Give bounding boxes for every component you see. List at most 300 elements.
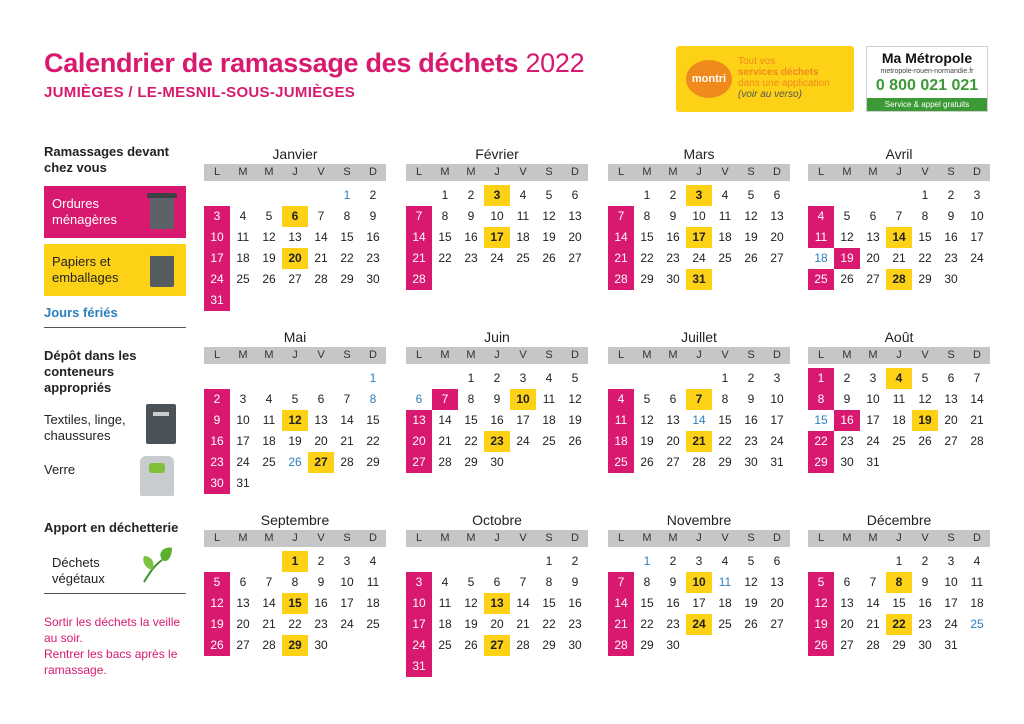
day-cell: 18 (366, 596, 380, 610)
day-cell: 11 (438, 596, 452, 610)
day-cell-papiers: 15 (282, 593, 308, 614)
day-cell: 12 (464, 596, 478, 610)
day-cell: 23 (464, 251, 478, 265)
day-cell: 30 (666, 638, 680, 652)
day-cell: 15 (892, 596, 906, 610)
day-cell-papiers: 24 (686, 614, 712, 635)
day-cell: 9 (369, 209, 377, 223)
day-cell: 22 (918, 251, 932, 265)
day-cell: 25 (438, 638, 452, 652)
empty-cell (660, 368, 686, 389)
day-cell-ordures: 7 (406, 206, 432, 227)
day-cell: 23 (314, 617, 328, 631)
day-cell: 13 (770, 575, 784, 589)
day-cell: 17 (970, 230, 984, 244)
day-cell: 15 (640, 596, 654, 610)
weekday-header: M (256, 347, 282, 364)
day-cell: 3 (773, 371, 781, 385)
metropole-box (866, 46, 988, 112)
weekday-header: V (912, 530, 938, 547)
month-days-grid (808, 530, 990, 656)
day-cell: 12 (568, 392, 582, 406)
day-cell: 27 (666, 455, 680, 469)
weekday-header: D (764, 347, 790, 364)
day-cell: 15 (464, 413, 478, 427)
day-cell: 6 (843, 575, 851, 589)
day-cell-ordures: 24 (204, 269, 230, 290)
day-cell-ordures: 14 (608, 227, 634, 248)
day-cell: 29 (892, 638, 906, 652)
glass-container-icon (140, 456, 174, 496)
day-cell-papiers: 21 (686, 431, 712, 452)
day-cell: 17 (770, 413, 784, 427)
day-cell: 28 (314, 272, 328, 286)
day-cell-ferie: 1 (343, 188, 351, 202)
day-cell: 28 (692, 455, 706, 469)
day-cell: 8 (343, 209, 351, 223)
day-cell-ordures: 4 (808, 206, 834, 227)
day-cell: 7 (317, 209, 325, 223)
weekday-header: D (964, 347, 990, 364)
weekday-header: J (282, 530, 308, 547)
day-cell: 16 (666, 596, 680, 610)
weekday-header: S (334, 347, 360, 364)
day-cell: 9 (843, 392, 851, 406)
day-cell: 19 (542, 230, 556, 244)
day-cell: 25 (718, 617, 732, 631)
day-cell: 3 (239, 392, 247, 406)
day-cell-ferie: 11 (718, 575, 732, 589)
weekday-header: J (686, 530, 712, 547)
day-cell-papiers: 20 (282, 248, 308, 269)
weekday-header: J (686, 347, 712, 364)
empty-cell (886, 185, 912, 206)
day-cell: 18 (718, 230, 732, 244)
day-cell: 14 (262, 596, 276, 610)
day-cell: 16 (944, 230, 958, 244)
day-cell: 8 (643, 209, 651, 223)
day-cell-ordures: 24 (406, 635, 432, 656)
empty-cell (334, 368, 360, 389)
empty-cell (458, 551, 484, 572)
day-cell: 31 (770, 455, 784, 469)
day-cell: 16 (568, 596, 582, 610)
day-cell: 6 (493, 575, 501, 589)
weekday-header: D (360, 530, 386, 547)
day-cell: 27 (944, 434, 958, 448)
day-cell: 26 (840, 272, 854, 286)
montri-line3: dans une application (738, 78, 830, 89)
day-cell: 8 (545, 575, 553, 589)
day-cell: 11 (718, 209, 732, 223)
day-cell-ordures: 26 (808, 635, 834, 656)
day-cell: 13 (568, 209, 582, 223)
day-cell: 25 (718, 251, 732, 265)
day-cell-ordures: 10 (204, 227, 230, 248)
weekday-header: M (834, 164, 860, 181)
day-cell: 28 (340, 455, 354, 469)
day-cell: 24 (340, 617, 354, 631)
day-cell: 5 (747, 554, 755, 568)
day-cell: 21 (516, 617, 530, 631)
month-calendar (808, 327, 990, 473)
day-cell: 3 (869, 371, 877, 385)
day-cell-ordures: 11 (608, 410, 634, 431)
day-cell: 27 (866, 272, 880, 286)
day-cell: 20 (666, 434, 680, 448)
day-cell-ferie: 18 (814, 251, 828, 265)
month-name: Mars (683, 146, 715, 162)
month-days-grid (406, 164, 588, 290)
weekday-header: V (308, 164, 334, 181)
day-cell: 10 (692, 209, 706, 223)
day-cell-ordures: 21 (406, 248, 432, 269)
weekday-header: M (634, 530, 660, 547)
day-cell-ordures: 7 (608, 206, 634, 227)
weekday-header: M (834, 347, 860, 364)
day-cell-ferie: 15 (814, 413, 828, 427)
day-cell: 5 (265, 209, 273, 223)
day-cell: 14 (866, 596, 880, 610)
day-cell: 24 (236, 455, 250, 469)
day-cell-ordures: 21 (608, 248, 634, 269)
empty-cell (860, 551, 886, 572)
day-cell-ferie: 6 (415, 392, 423, 406)
day-cell: 22 (366, 434, 380, 448)
day-cell: 1 (441, 188, 449, 202)
day-cell-ordures: 31 (406, 656, 432, 677)
weekday-header: L (808, 530, 834, 547)
day-cell: 1 (545, 554, 553, 568)
month-name: Décembre (866, 512, 932, 528)
day-cell: 6 (773, 554, 781, 568)
month-days-grid (608, 347, 790, 473)
day-cell-ordures: 25 (608, 452, 634, 473)
day-cell: 31 (866, 455, 880, 469)
weekday-header: V (308, 347, 334, 364)
empty-cell (808, 551, 834, 572)
day-cell: 22 (640, 617, 654, 631)
empty-cell (634, 368, 660, 389)
empty-cell (282, 185, 308, 206)
day-cell: 7 (869, 575, 877, 589)
day-cell: 15 (438, 230, 452, 244)
day-cell: 16 (490, 413, 504, 427)
day-cell: 2 (317, 554, 325, 568)
day-cell-ordures: 19 (808, 614, 834, 635)
empty-cell (308, 368, 334, 389)
day-cell: 26 (744, 251, 758, 265)
day-cell: 30 (366, 272, 380, 286)
day-cell-papiers: 17 (686, 227, 712, 248)
day-cell: 9 (669, 209, 677, 223)
weekday-header: S (738, 347, 764, 364)
day-cell-ordures: 13 (406, 410, 432, 431)
day-cell-ordures: 16 (834, 410, 860, 431)
day-cell-ordures: 28 (406, 269, 432, 290)
empty-cell (834, 185, 860, 206)
day-cell: 31 (944, 638, 958, 652)
weekday-header: V (912, 164, 938, 181)
weekday-header: J (886, 347, 912, 364)
legend-section-collection: Ramassages devant chez vous (44, 144, 170, 175)
day-cell-papiers: 14 (886, 227, 912, 248)
day-cell: 8 (643, 575, 651, 589)
month-name: Février (475, 146, 519, 162)
day-cell: 6 (773, 188, 781, 202)
day-cell: 17 (340, 596, 354, 610)
day-cell: 20 (568, 230, 582, 244)
weekday-header: V (510, 347, 536, 364)
day-cell: 17 (516, 413, 530, 427)
day-cell-ordures: 12 (808, 593, 834, 614)
day-cell: 23 (944, 251, 958, 265)
day-cell: 26 (640, 455, 654, 469)
day-cell: 24 (692, 251, 706, 265)
legend-verre: Verre (44, 462, 76, 477)
day-cell: 17 (866, 413, 880, 427)
day-cell-ordures: 7 (608, 572, 634, 593)
legend-section-containers: Dépôt dans les conteneurs appropriés (44, 348, 137, 395)
day-cell: 4 (721, 188, 729, 202)
empty-cell (686, 368, 712, 389)
day-cell: 21 (866, 617, 880, 631)
day-cell-ordures: 4 (608, 389, 634, 410)
day-cell-papiers: 22 (886, 614, 912, 635)
day-cell: 8 (721, 392, 729, 406)
weekday-header: D (964, 164, 990, 181)
day-cell: 15 (918, 230, 932, 244)
day-cell-ordures: 17 (204, 248, 230, 269)
month-name: Juin (484, 329, 510, 345)
month-days-grid (406, 530, 588, 677)
day-cell-ordures: 23 (204, 452, 230, 473)
day-cell: 18 (970, 596, 984, 610)
day-cell: 16 (464, 230, 478, 244)
day-cell: 30 (568, 638, 582, 652)
weekday-header: L (204, 164, 230, 181)
day-cell: 5 (571, 371, 579, 385)
day-cell: 19 (568, 413, 582, 427)
day-cell: 7 (265, 575, 273, 589)
month-days-grid (204, 347, 386, 494)
day-cell: 3 (519, 371, 527, 385)
month-name: Janvier (272, 146, 318, 162)
month-calendar (204, 327, 386, 494)
weekday-header: J (484, 530, 510, 547)
weekday-header: M (860, 347, 886, 364)
weekday-header: J (686, 164, 712, 181)
day-cell-ordures: 19 (834, 248, 860, 269)
day-cell: 26 (464, 638, 478, 652)
weekday-header: L (204, 530, 230, 547)
weekday-header: S (536, 347, 562, 364)
weekday-header: L (808, 164, 834, 181)
day-cell: 4 (545, 371, 553, 385)
day-cell: 17 (236, 434, 250, 448)
day-cell: 13 (666, 413, 680, 427)
day-cell: 30 (918, 638, 932, 652)
day-cell: 29 (464, 455, 478, 469)
day-cell-ordures: 29 (808, 452, 834, 473)
weekday-header: V (510, 530, 536, 547)
day-cell: 19 (262, 251, 276, 265)
day-cell: 2 (669, 554, 677, 568)
day-cell: 24 (944, 617, 958, 631)
day-cell: 9 (571, 575, 579, 589)
day-cell: 22 (718, 434, 732, 448)
empty-cell (256, 185, 282, 206)
weekday-header: D (964, 530, 990, 547)
weekday-header: D (562, 530, 588, 547)
month-name: Septembre (260, 512, 330, 528)
day-cell: 12 (918, 392, 932, 406)
day-cell: 16 (666, 230, 680, 244)
day-cell: 10 (340, 575, 354, 589)
day-cell-ordures: 28 (608, 635, 634, 656)
title-text: Calendrier de ramassage des déchets (44, 48, 519, 78)
weekday-header: M (634, 164, 660, 181)
metropole-url: metropole-rouen-normandie.fr (880, 68, 974, 75)
day-cell: 19 (288, 434, 302, 448)
weekday-header: S (938, 530, 964, 547)
day-cell: 15 (640, 230, 654, 244)
day-cell: 2 (947, 188, 955, 202)
day-cell: 24 (490, 251, 504, 265)
day-cell-papiers: 23 (484, 431, 510, 452)
day-cell-ferie: 25 (970, 617, 984, 631)
month-name: Juillet (681, 329, 717, 345)
day-cell: 12 (744, 209, 758, 223)
day-cell: 2 (467, 188, 475, 202)
empty-cell (432, 368, 458, 389)
weekday-header: L (608, 347, 634, 364)
day-cell: 26 (918, 434, 932, 448)
month-name: Avril (885, 146, 913, 162)
day-cell: 18 (542, 413, 556, 427)
weekday-header: S (334, 164, 360, 181)
day-cell: 5 (643, 392, 651, 406)
weekday-header: D (360, 164, 386, 181)
day-cell-ordures: 28 (608, 269, 634, 290)
empty-cell (406, 368, 432, 389)
weekday-header: D (562, 347, 588, 364)
day-cell: 22 (640, 251, 654, 265)
month-days-grid (406, 347, 588, 473)
day-cell-papiers: 8 (886, 572, 912, 593)
empty-cell (860, 185, 886, 206)
day-cell: 27 (770, 251, 784, 265)
day-cell: 27 (236, 638, 250, 652)
legend-ordures (44, 186, 186, 238)
day-cell: 19 (464, 617, 478, 631)
day-cell: 20 (840, 617, 854, 631)
metropole-badge: Service & appel gratuits (867, 98, 987, 111)
day-cell: 11 (516, 209, 530, 223)
day-cell: 18 (262, 434, 276, 448)
textile-container-icon (146, 404, 176, 444)
day-cell: 25 (542, 434, 556, 448)
day-cell: 12 (262, 230, 276, 244)
weekday-header: V (712, 530, 738, 547)
day-cell-papiers: 28 (886, 269, 912, 290)
day-cell-papiers: 1 (282, 551, 308, 572)
month-days-grid (808, 347, 990, 473)
day-cell-ordures: 8 (808, 389, 834, 410)
day-cell: 18 (892, 413, 906, 427)
day-cell: 30 (944, 272, 958, 286)
day-cell: 29 (366, 455, 380, 469)
legend-vegetaux: Déchets végétaux (52, 555, 105, 586)
day-cell: 1 (921, 188, 929, 202)
day-cell: 30 (744, 455, 758, 469)
day-cell: 14 (340, 413, 354, 427)
day-cell: 5 (921, 371, 929, 385)
day-cell: 19 (744, 230, 758, 244)
day-cell: 14 (516, 596, 530, 610)
legend-ordures-label: Ordures ménagères (52, 196, 118, 227)
weekday-header: M (458, 530, 484, 547)
day-cell-ordures: 20 (406, 431, 432, 452)
montri-line1: Tout vos (738, 56, 776, 67)
day-cell: 31 (236, 476, 250, 490)
day-cell: 3 (947, 554, 955, 568)
day-cell: 19 (640, 434, 654, 448)
weekday-header: D (764, 164, 790, 181)
day-cell: 16 (744, 413, 758, 427)
day-cell-papiers: 17 (484, 227, 510, 248)
month-calendar (406, 510, 588, 677)
day-cell: 17 (944, 596, 958, 610)
day-cell: 11 (542, 392, 556, 406)
weekday-header: S (938, 347, 964, 364)
day-cell: 6 (317, 392, 325, 406)
day-cell: 28 (516, 638, 530, 652)
day-cell: 26 (568, 434, 582, 448)
weekday-header: L (608, 530, 634, 547)
day-cell: 25 (236, 272, 250, 286)
day-cell-ordures: 14 (406, 227, 432, 248)
page-title (44, 48, 584, 79)
day-cell: 24 (770, 434, 784, 448)
note-rentrer: Rentrer les bacs après le ramassage. (44, 647, 178, 677)
weekday-header: M (432, 347, 458, 364)
day-cell: 25 (366, 617, 380, 631)
day-cell: 28 (438, 455, 452, 469)
day-cell: 29 (542, 638, 556, 652)
day-cell-ordures: 26 (204, 635, 230, 656)
month-days-grid (204, 164, 386, 311)
day-cell-ordures: 7 (432, 389, 458, 410)
day-cell: 11 (970, 575, 984, 589)
weekday-header: V (912, 347, 938, 364)
day-cell: 26 (744, 617, 758, 631)
empty-cell (230, 185, 256, 206)
day-cell-ordures: 19 (204, 614, 230, 635)
weekday-header: V (712, 164, 738, 181)
day-cell: 23 (918, 617, 932, 631)
day-cell: 15 (366, 413, 380, 427)
day-cell: 23 (666, 617, 680, 631)
weekday-header: M (230, 347, 256, 364)
day-cell: 28 (262, 638, 276, 652)
day-cell: 3 (343, 554, 351, 568)
weekday-header: M (256, 530, 282, 547)
montri-line2: services déchets (738, 67, 819, 78)
day-cell: 5 (843, 209, 851, 223)
legend-papiers (44, 244, 186, 296)
day-cell: 3 (695, 554, 703, 568)
